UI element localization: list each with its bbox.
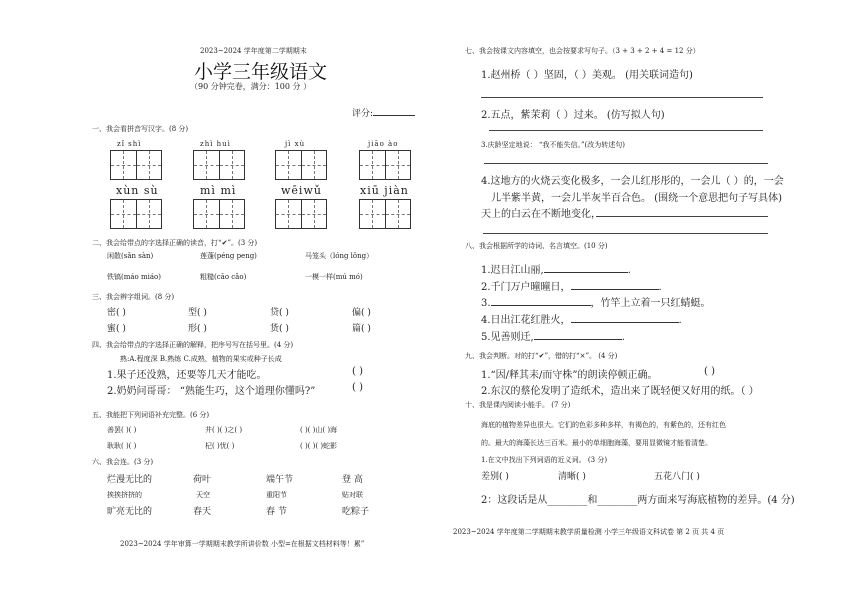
match-item[interactable]: 端午节 — [266, 475, 294, 485]
question-text: 1.赵州桥（ ）坚固，（ ）美观。 (用关联词造句) — [481, 70, 693, 81]
section-5-heading: 五、我能把下列词语补充完整。(6 分) — [92, 411, 210, 419]
writing-box[interactable] — [359, 150, 411, 180]
match-item[interactable]: 登 高 — [342, 475, 363, 485]
question-text: 2.五点，紫茉莉（ ）过来。 (仿写拟人句) — [481, 110, 665, 121]
page-footer: 2023~2024 学年审算一学期期末教学所讲价数 小型=在根据文档材料等！累” — [120, 540, 365, 548]
writing-box[interactable] — [193, 199, 245, 229]
match-item[interactable]: 天空 — [196, 491, 210, 499]
answer-line[interactable] — [596, 216, 768, 217]
question-text: 1.在文中找出下列词语的近义词。 (3 分) — [481, 456, 608, 464]
word-item[interactable]: 贷( ) — [270, 308, 289, 318]
section-10-heading: 十、我是课内阅读小能手。 (7 分) — [465, 401, 571, 409]
synonym-item[interactable]: 五花八门( ) — [654, 472, 700, 482]
match-item[interactable]: 贴对联 — [342, 491, 363, 499]
pinyin-1: zǐ shì — [117, 140, 142, 148]
pinyin-6: mì mì — [200, 184, 237, 197]
idiom-item[interactable]: 杞( )忧( ) — [205, 442, 235, 450]
page-title: 小学三年级语文 — [194, 61, 328, 83]
section-7-heading: 七、我会按课文内容填空，也会按要求写句子。（3 + 3 + 2 + 4 = 12 分） — [465, 47, 700, 55]
writing-box[interactable] — [110, 199, 162, 229]
word-item[interactable]: 偏( ) — [352, 308, 371, 318]
reading-item[interactable]: 粗糙(cāo cǎo) — [200, 273, 247, 281]
writing-box[interactable] — [359, 199, 411, 229]
page-footer: 2023~2024 学年度第二学期期末教学质量检测 小学三年级语文科试卷 第 2 页 共 4 页 — [453, 528, 725, 536]
word-item[interactable]: 形( ) — [188, 324, 207, 334]
answer-blank[interactable]: ( ) — [352, 366, 363, 377]
pinyin-5: xùn sù — [116, 184, 159, 197]
writing-box[interactable] — [110, 150, 162, 180]
pinyin-3: jì xù — [285, 140, 306, 148]
poem-item: 3. ，竹竿上立着一只红蜻蜓。 — [481, 298, 711, 309]
idiom-item[interactable]: 耿耿( )( ) — [107, 442, 137, 450]
page-subtitle: （90 分钟完卷，满分：100 分 ） — [190, 82, 312, 91]
idiom-item[interactable]: 井( )( )之( ) — [205, 426, 243, 434]
match-item[interactable]: 春 节 — [266, 507, 287, 517]
question-text: 1.果子还没熟，还要等几天才能吃。 — [107, 370, 267, 381]
pinyin-7: wēiwǔ — [281, 184, 322, 197]
reading-item[interactable]: 闲散(sǎn sàn) — [107, 252, 154, 260]
pinyin-8: xiū jiàn — [360, 184, 409, 197]
reading-passage: 的。最大的海藻长达三百米。最小的单细胞海藻，要用显微镜才能看清楚。 — [481, 439, 712, 447]
word-item[interactable]: 货( ) — [270, 324, 289, 334]
poem-item: 4.日出江花红胜火， . — [481, 315, 682, 326]
idiom-item[interactable]: 善罢( )( ) — [107, 426, 137, 434]
writing-box[interactable] — [193, 150, 245, 180]
synonym-item[interactable]: 清晰( ) — [558, 472, 586, 482]
poem-item: 5.见善则迁, . — [481, 332, 625, 343]
school-year: 2023~2024 学年度第二学期期末 — [200, 47, 307, 55]
section-3-heading: 三、我会辨字组词。(8 分) — [92, 293, 175, 301]
idiom-item[interactable]: ( )( )山( )海 — [300, 426, 338, 434]
reading-item[interactable]: 马笼头（lóng lǒng） — [305, 252, 374, 260]
answer-line[interactable] — [489, 130, 763, 131]
question-text: 2.奶奶问哥哥： “熟能生巧，这个道理你懂吗?” — [107, 386, 316, 397]
question-text: 4.这地方的火烧云变化极多，一会儿红彤彤的，一会儿（ ）的，一会 — [481, 176, 784, 187]
definition-options: 熟:A.程度深 B.熟练 C.成熟，植物的果实或种子长成 — [120, 355, 282, 363]
match-item[interactable]: 旷亮无比的 — [107, 507, 153, 517]
idiom-item[interactable]: ( )( )( )蛇影 — [300, 442, 338, 450]
section-4-heading: 四、我会给带点的字选择正确的解释，把序号写在括号里。(4 分) — [92, 341, 294, 349]
question-text: 3.庆龄坚定地说： “我不能失信。”(改为转述句) — [481, 141, 626, 149]
match-item[interactable]: 烂漫无比的 — [107, 475, 153, 485]
writing-box[interactable] — [275, 199, 327, 229]
section-1-heading: 一、我会看拼音写汉字。(8 分) — [92, 125, 189, 133]
answer-blank[interactable]: ( ) — [704, 366, 715, 377]
reading-item[interactable]: 莲蓬(péng peng) — [200, 252, 257, 260]
question-text: 2.东汉的蔡伦发明了造纸术，造出来了既轻便又好用的纸。（ ） — [481, 386, 759, 397]
word-item[interactable]: 型( ) — [188, 308, 207, 318]
match-item[interactable]: 吃粽子 — [342, 507, 370, 517]
section-2-heading: 二、我会给带点的字选择正确的读音，打“✔”。(3 分) — [92, 239, 258, 247]
question-text: 1.“因/释其耒/而守株”的朗读停顿正确。 — [481, 370, 658, 381]
match-item[interactable]: 挨挨挤挤的 — [107, 491, 142, 499]
answer-blank[interactable]: ( ) — [352, 382, 363, 393]
pinyin-4: jiāo ào — [368, 140, 399, 148]
answer-line[interactable] — [483, 233, 768, 234]
word-item[interactable]: 篇( ) — [352, 324, 371, 334]
score-label: 评分: — [352, 106, 415, 119]
question-text: 天上的白云在不断地变化， — [481, 209, 601, 220]
match-item[interactable]: 春天 — [193, 507, 212, 517]
writing-box[interactable] — [275, 150, 327, 180]
pinyin-2: zhì huì — [200, 140, 231, 148]
poem-item: 1.迟日江山丽, . — [481, 265, 631, 276]
answer-line[interactable] — [481, 97, 763, 98]
reading-item[interactable]: 一模一样(mú mó) — [305, 273, 363, 281]
answer-line[interactable] — [484, 163, 768, 164]
section-6-heading: 六、我会连。(3 分) — [92, 458, 154, 466]
section-8-heading: 八、我会根据所学的诗词、名言填空。(10 分) — [465, 242, 608, 250]
reading-passage: 海底的植物差异也很大。它们的色彩多种多样，有褐色的，有紫色的，还有红色 — [481, 421, 726, 429]
word-item[interactable]: 蜜( ) — [107, 324, 126, 334]
poem-item: 2.千门万户曈曈日， . — [481, 282, 662, 293]
synonym-item[interactable]: 差别( ) — [481, 472, 509, 482]
question-text: 2：这段话是从________和________两方面来写海底植物的差异。(4 分) — [481, 495, 795, 506]
question-text: 儿半紫半黄，一会儿半灰半百合色。 (围绕一个意思把句子写具体) — [491, 193, 782, 204]
match-item[interactable]: 重阳节 — [266, 491, 287, 499]
reading-item[interactable]: 铁镐(máo miáo) — [107, 273, 161, 281]
word-item[interactable]: 密( ) — [107, 308, 126, 318]
section-9-heading: 九、我会判断。对的打“✔”，错的打“×”。 (4 分) — [465, 352, 618, 360]
match-item[interactable]: 荷叶 — [193, 475, 212, 485]
